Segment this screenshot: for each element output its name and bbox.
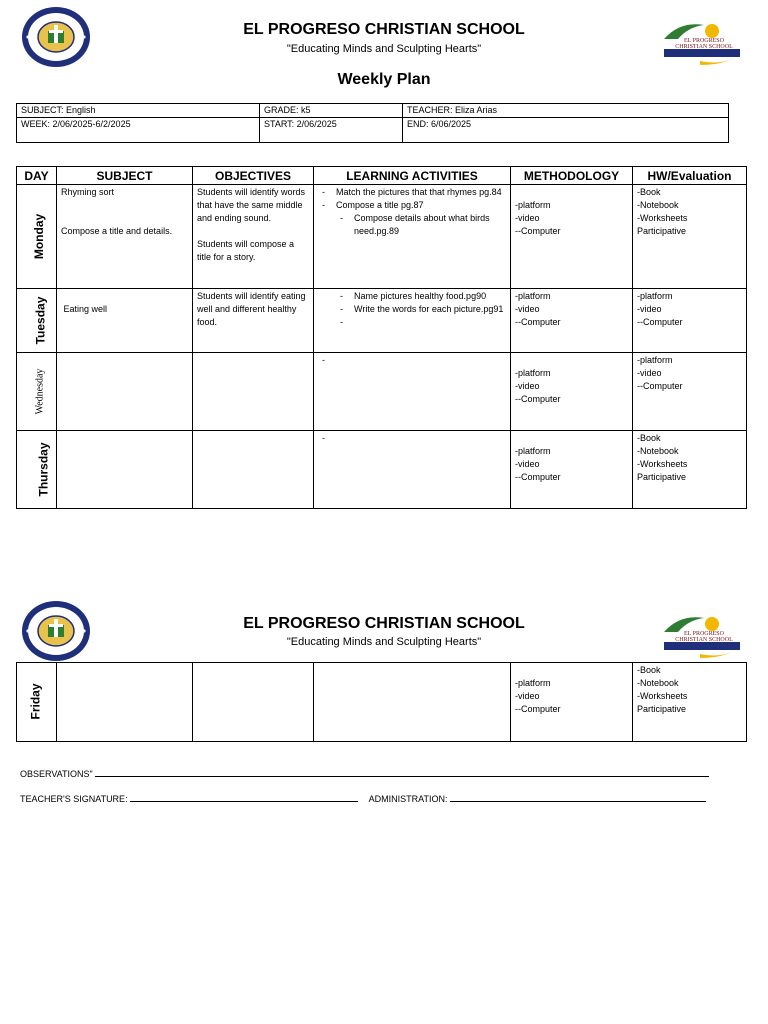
- col-header-methodology: METHODOLOGY: [511, 167, 633, 185]
- day-cell: [17, 431, 57, 509]
- activities-cell: [314, 289, 511, 353]
- cell-line: -Notebook: [637, 446, 679, 456]
- activities-list: [318, 354, 506, 367]
- cell-line: -Book: [637, 665, 661, 675]
- friday-plan-table: [16, 662, 747, 742]
- cell-line: -Notebook: [637, 200, 679, 210]
- cell-line: -video: [515, 381, 540, 391]
- cell-line: Rhyming sort: [61, 187, 115, 197]
- signature-line: [20, 793, 706, 804]
- cell-line: Students will identify eating well and different healthy food.: [197, 291, 309, 327]
- cell-line: -video: [515, 304, 540, 314]
- methodology-cell: [511, 663, 633, 742]
- day-name: Thursday: [36, 441, 51, 497]
- cell-line: [61, 199, 188, 212]
- subject-cell: [57, 431, 193, 509]
- objectives-cell: [193, 353, 314, 431]
- plan-row-wednesday: [17, 353, 747, 431]
- methodology-cell: [511, 289, 633, 353]
- cell-line: --Computer: [515, 704, 561, 714]
- cell-line: Eating well: [61, 304, 108, 314]
- cell-line: --Computer: [637, 317, 683, 327]
- col-header-day: DAY: [17, 167, 57, 185]
- svg-text:EL PROGRESO: EL PROGRESO: [684, 38, 724, 44]
- cell-line: --Computer: [515, 226, 561, 236]
- hw-cell: [633, 185, 747, 289]
- subject-cell: [57, 663, 193, 742]
- cell-line: -video: [515, 691, 540, 701]
- hw-cell: [633, 431, 747, 509]
- cell-line: [515, 186, 628, 199]
- subject-cell: [57, 289, 193, 353]
- cell-line: [61, 290, 188, 303]
- cell-line: [515, 432, 628, 445]
- day-name: Tuesday: [33, 296, 48, 344]
- activity-item: [318, 354, 506, 367]
- activity-item: [318, 316, 506, 329]
- cell-line: -Worksheets: [637, 459, 688, 469]
- svg-text:EL PROGRESO: EL PROGRESO: [684, 631, 724, 637]
- plan-row-tuesday: [17, 289, 747, 353]
- activity-item: - Match the pictures that that rhymes pg.84: [318, 186, 506, 199]
- start-info: START: 2/06/2025: [260, 118, 403, 143]
- activities-cell: [314, 353, 511, 431]
- school-motto-2: "Educating Minds and Sculpting Hearts": [286, 636, 482, 648]
- col-header-hw: HW/Evaluation: [633, 167, 747, 185]
- info-table: [16, 103, 729, 143]
- cell-line: --Computer: [637, 381, 683, 391]
- activity-item: - Name pictures healthy food.pg90: [318, 290, 506, 303]
- cell-line: -platform: [637, 291, 673, 301]
- day-cell: [17, 663, 57, 742]
- cell-line: Participative: [637, 472, 687, 482]
- plan-row-friday: [17, 663, 747, 742]
- cell-line: -Notebook: [637, 678, 679, 688]
- objectives-cell: [193, 663, 314, 742]
- activity-item: - Compose details about what birds need.pg.89: [318, 212, 506, 238]
- activity-item: [318, 432, 506, 445]
- cell-line: -video: [637, 304, 662, 314]
- administration-input-line[interactable]: [450, 793, 706, 802]
- activities-cell: [314, 185, 511, 289]
- cell-line: -platform: [515, 291, 551, 301]
- cell-line: [61, 212, 188, 225]
- col-header-objectives: OBJECTIVES: [193, 167, 314, 185]
- cell-line: Compose a title and details.: [61, 226, 173, 236]
- cell-line: -video: [515, 213, 540, 223]
- administration-label: ADMINISTRATION:: [368, 794, 448, 804]
- cell-line: -Book: [637, 187, 661, 197]
- cell-line: --Computer: [515, 317, 561, 327]
- hw-cell: [633, 663, 747, 742]
- subject-info: SUBJECT: English: [17, 104, 260, 118]
- day-name: Friday: [28, 683, 43, 720]
- cell-line: Participative: [637, 704, 687, 714]
- week-info: WEEK: 2/06/2025-6/2/2025: [17, 118, 260, 143]
- hw-cell: [633, 289, 747, 353]
- cell-line: -Book: [637, 433, 661, 443]
- school-brand-logo-2: [660, 614, 746, 662]
- school-motto: "Educating Minds and Sculpting Hearts": [286, 43, 482, 55]
- cell-line: -platform: [515, 368, 551, 378]
- end-info: END: 6/06/2025: [403, 118, 729, 143]
- objectives-cell: [193, 185, 314, 289]
- svg-text:CHRISTIAN SCHOOL: CHRISTIAN SCHOOL: [675, 44, 733, 50]
- activities-list: [318, 186, 506, 238]
- day-cell: [17, 353, 57, 431]
- day-cell: [17, 185, 57, 289]
- cell-line: -platform: [637, 355, 673, 365]
- cell-line: --Computer: [515, 394, 561, 404]
- methodology-cell: [511, 353, 633, 431]
- activities-list: [318, 432, 506, 445]
- cell-line: [515, 664, 628, 677]
- cell-line: Students will identify words that have the same middle and ending sound.: [197, 187, 308, 223]
- plan-header-row: [17, 167, 747, 185]
- day-cell: [17, 289, 57, 353]
- cell-line: -platform: [515, 446, 551, 456]
- activities-cell: [314, 431, 511, 509]
- plan-row-thursday: [17, 431, 747, 509]
- school-brand-logo: [660, 21, 746, 69]
- cell-line: --Computer: [515, 472, 561, 482]
- objectives-cell: [193, 289, 314, 353]
- methodology-cell: [511, 431, 633, 509]
- col-header-activities: LEARNING ACTIVITIES: [314, 167, 511, 185]
- cell-line: -platform: [515, 200, 551, 210]
- activity-item: - Compose a title pg.87: [318, 199, 506, 212]
- cell-line: [515, 354, 628, 367]
- col-header-subject: SUBJECT: [57, 167, 193, 185]
- cell-line: Students will compose a title for a story.: [197, 239, 297, 262]
- cell-line: -Worksheets: [637, 213, 688, 223]
- plan-row-monday: [17, 185, 747, 289]
- activities-cell: [314, 663, 511, 742]
- activity-item: - Write the words for each picture.pg91: [318, 303, 506, 316]
- activities-list: [318, 290, 506, 329]
- teacher-signature-input-line[interactable]: [130, 793, 358, 802]
- svg-text:CHRISTIAN SCHOOL: CHRISTIAN SCHOOL: [675, 637, 733, 643]
- day-name: Monday: [32, 213, 47, 259]
- grade-info: GRADE: k5: [260, 104, 403, 118]
- cell-line: -video: [515, 459, 540, 469]
- school-name-2: EL PROGRESO CHRISTIAN SCHOOL: [243, 615, 525, 632]
- observations-line: [20, 768, 709, 779]
- cell-line: -Worksheets: [637, 691, 688, 701]
- cell-line: -video: [637, 368, 662, 378]
- teacher-info: TEACHER: Eliza Arias: [403, 104, 729, 118]
- teacher-signature-label: TEACHER'S SIGNATURE:: [20, 794, 128, 804]
- weekly-plan-title: Weekly Plan: [337, 71, 431, 88]
- methodology-cell: [511, 185, 633, 289]
- school-name: EL PROGRESO CHRISTIAN SCHOOL: [243, 21, 525, 38]
- observations-label: OBSERVATIONS": [20, 769, 93, 779]
- weekly-plan-table: [16, 166, 747, 509]
- subject-cell: [57, 185, 193, 289]
- observations-input-line[interactable]: [95, 768, 709, 777]
- objectives-cell: [193, 431, 314, 509]
- hw-cell: [633, 353, 747, 431]
- cell-line: -platform: [515, 678, 551, 688]
- cell-line: Participative: [637, 226, 687, 236]
- subject-cell: [57, 353, 193, 431]
- day-name: Wednesday: [34, 368, 46, 415]
